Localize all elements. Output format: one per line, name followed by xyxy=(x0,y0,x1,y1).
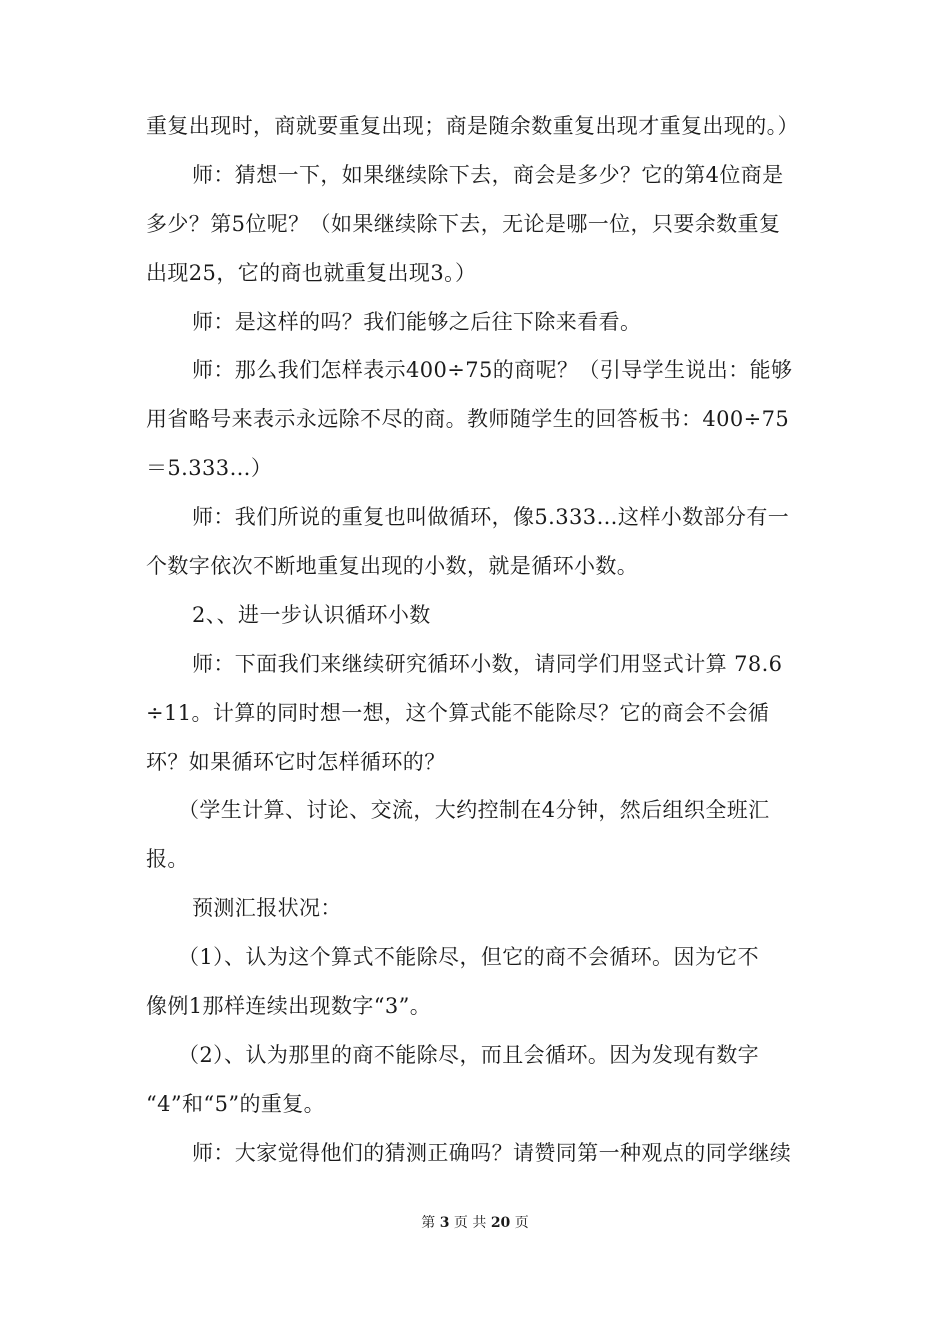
total-pages-number: 20 xyxy=(490,1215,511,1231)
text-line: 多少？第5位呢？（如果继续除下去，无论是哪一位，只要余数重复 xyxy=(146,211,781,236)
text-line: （2）、认为那里的商不能除尽，而且会循环。因为发现有数字 xyxy=(178,1042,760,1067)
text-line: （1）、认为这个算式不能除尽，但它的商不会循环。因为它不 xyxy=(178,945,760,970)
text-line: （学生计算、讨论、交流，大约控制在4分钟，然后组织全班汇 xyxy=(178,798,770,823)
text-line: 师：是这样的吗？我们能够之后往下除来看看。 xyxy=(192,309,642,334)
page-footer xyxy=(0,1213,950,1233)
text-line: 报。 xyxy=(146,847,189,872)
footer-prefix: 第 xyxy=(421,1215,436,1231)
text-line: ÷11。计算的同时想一想，这个算式能不能除尽？它的商会不会循 xyxy=(146,700,770,725)
text-line: 像例1那样连续出现数字“3”。 xyxy=(146,994,432,1019)
text-line: 出现25，它的商也就重复出现3。） xyxy=(146,260,477,285)
text-line: “4”和“5”的重复。 xyxy=(146,1091,326,1116)
text-line: 重复出现时，商就要重复出现；商是随余数重复出现才重复出现的。） xyxy=(146,114,799,138)
text-line: 预测汇报状况： xyxy=(192,896,342,921)
footer-middle: 页 共 xyxy=(453,1215,487,1231)
footer-suffix: 页 xyxy=(514,1215,529,1231)
document-body xyxy=(146,102,818,1178)
text-line: 师：猜想一下，如果继续除下去，商会是多少？它的第4位商是 xyxy=(192,162,784,187)
current-page-number: 3 xyxy=(439,1215,450,1231)
text-line: 个数字依次不断地重复出现的小数，就是循环小数。 xyxy=(146,554,639,579)
section-heading: 2、、进一步认识循环小数 xyxy=(192,602,431,627)
text-line: 师：那么我们怎样表示400÷75的商呢？（引导学生说出：能够 xyxy=(192,358,793,383)
text-line: 师：我们所说的重复也叫做循环，像5.333…这样小数部分有一 xyxy=(192,505,790,530)
text-line: ＝5.333…） xyxy=(146,456,273,481)
text-line: 师：大家觉得他们的猜测正确吗？请赞同第一种观点的同学继续 xyxy=(192,1140,792,1165)
text-line: 师：下面我们来继续研究循环小数，请同学们用竖式计算 78.6 xyxy=(192,651,783,676)
text-line: 环？如果循环它时怎样循环的？ xyxy=(146,749,446,774)
text-line: 用省略号来表示永远除不尽的商。教师随学生的回答板书：400÷75 xyxy=(146,407,790,432)
